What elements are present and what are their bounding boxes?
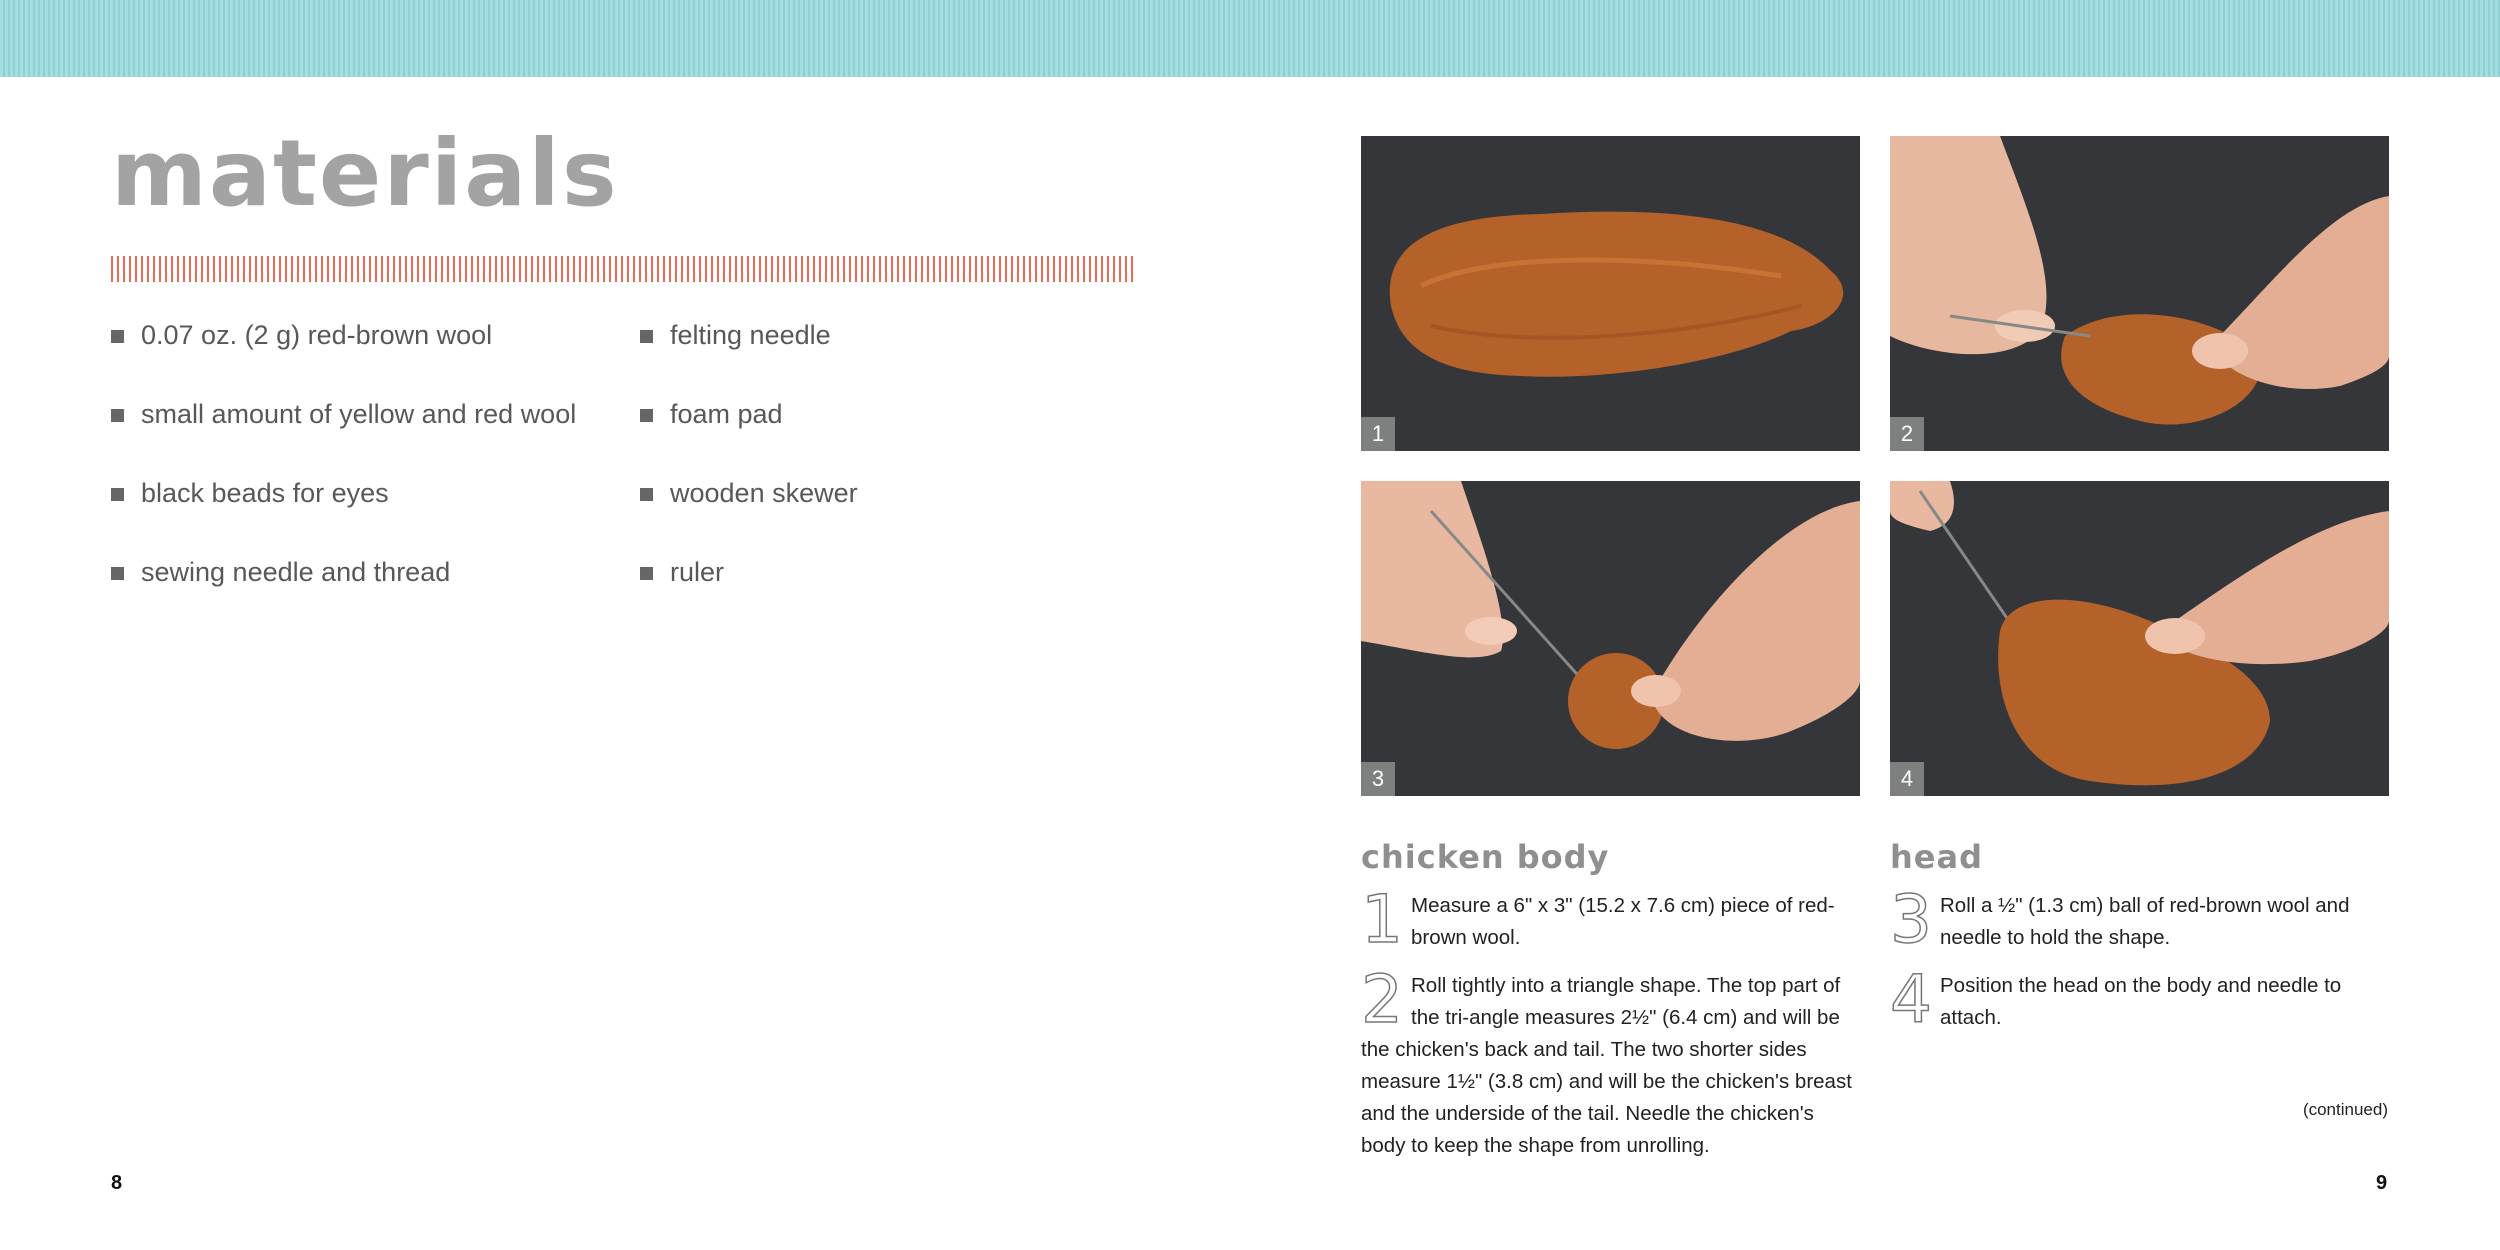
square-bullet-icon — [111, 567, 124, 580]
step-photo-needling-head — [1361, 481, 1860, 796]
square-bullet-icon — [640, 488, 653, 501]
square-bullet-icon — [111, 330, 124, 343]
square-bullet-icon — [640, 330, 653, 343]
section-heading-head: head — [1890, 838, 1983, 876]
step-photo-rolling-wool — [1890, 136, 2389, 451]
section-heading-chicken-body: chicken body — [1361, 838, 1610, 876]
instruction-step — [1890, 961, 2395, 1038]
page-number-left: 8 — [111, 1172, 123, 1194]
materials-list-item: foam pad — [640, 399, 858, 478]
instruction-step — [1361, 881, 1861, 958]
step-number: 1 — [1361, 881, 1403, 958]
step-number: 4 — [1890, 961, 1932, 1038]
step-photo-attaching-head — [1890, 481, 2389, 796]
step-number: 3 — [1890, 881, 1932, 958]
materials-list-item: felting needle — [640, 320, 858, 399]
photo-number-badge: 3 — [1361, 762, 1395, 796]
square-bullet-icon — [640, 567, 653, 580]
materials-list-item: 0.07 oz. (2 g) red-brown wool — [111, 320, 576, 399]
instruction-step — [1361, 961, 1861, 1162]
materials-list-item: ruler — [640, 557, 858, 636]
square-bullet-icon — [640, 409, 653, 422]
square-bullet-icon — [111, 488, 124, 501]
page-number-right: 9 — [2376, 1172, 2388, 1194]
step-text: Measure a 6" x 3" (15.2 x 7.6 cm) piece of red-brown wool. — [1411, 894, 1835, 949]
materials-list-item: wooden skewer — [640, 478, 858, 557]
step-text: Roll tightly into a triangle shape. The top part of the tri-angle measures 2½" (6.4 cm) and will be the chicken's back and tail. The two shorter sides measure 1½" (3.8 cm) and will be the chicken's breast and the underside of the tail. Needle the chicken's body to keep the shape from unrolling. — [1361, 974, 1852, 1157]
materials-heading: materials — [111, 120, 619, 227]
step-photo-wool-piece — [1361, 136, 1860, 451]
heading-striped-rule — [111, 256, 1135, 282]
materials-list-item: black beads for eyes — [111, 478, 576, 557]
continued-label: (continued) — [2302, 1100, 2388, 1119]
photo-number-badge: 1 — [1361, 417, 1395, 451]
photo-number-badge: 4 — [1890, 762, 1924, 796]
instruction-step — [1890, 881, 2395, 958]
step-text: Roll a ½" (1.3 cm) ball of red-brown wool and needle to hold the shape. — [1940, 894, 2350, 949]
materials-list-column-1 — [111, 320, 576, 636]
materials-list-item: sewing needle and thread — [111, 557, 576, 636]
materials-list-column-2 — [640, 320, 858, 636]
photo-number-badge: 2 — [1890, 417, 1924, 451]
step-number: 2 — [1361, 961, 1403, 1038]
step-text: Position the head on the body and needle to attach. — [1940, 974, 2342, 1029]
materials-list-item: small amount of yellow and red wool — [111, 399, 576, 478]
top-decorative-band — [0, 0, 2500, 77]
square-bullet-icon — [111, 409, 124, 422]
